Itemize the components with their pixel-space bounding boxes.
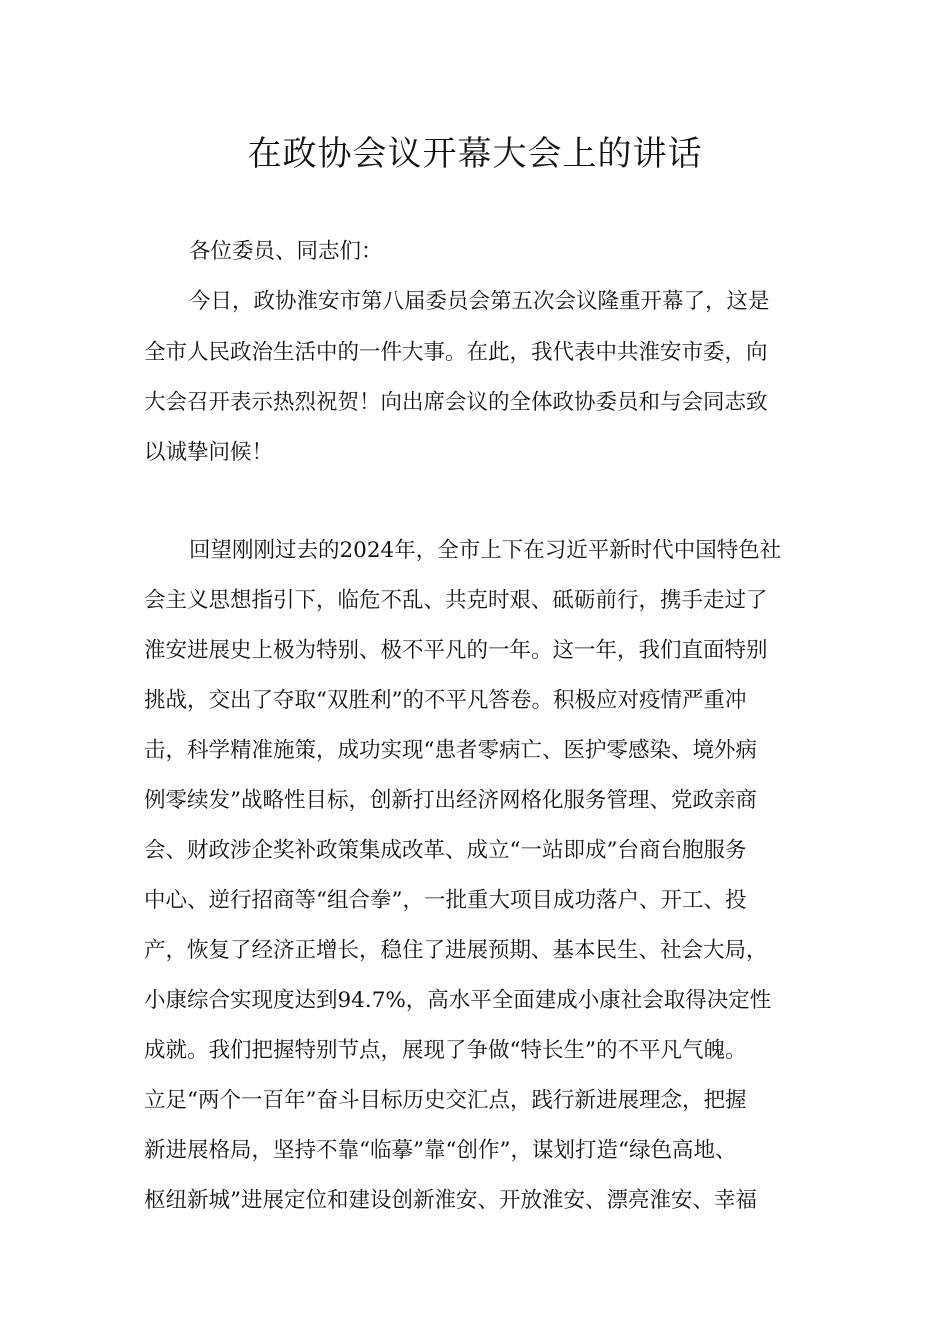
paragraph2-line-5: 击，科学精准施策，成功实现“患者零病亡、医护零感染、境外病	[144, 738, 757, 763]
paragraph2-line-7: 会、财政涉企奖补政策集成改革、成立“一站即成”台商台胞服务	[144, 838, 747, 863]
paragraph2-line-2: 会主义思想指引下，临危不乱、共克时艰、砥砺前行，携手走过了	[144, 588, 768, 613]
paragraph2-line-11: 成就。我们把握特别节点，展现了争做“特长生”的不平凡气魄。	[144, 1038, 747, 1063]
paragraph1-line-3: 大会召开表示热烈祝贺！向出席会议的全体政协委员和与会同志致	[144, 390, 768, 415]
paragraph2-line-13: 新进展格局，坚持不靠“临摹”靠“创作”，谋划打造“绿色高地、	[144, 1138, 737, 1163]
paragraph1-line-4: 以诚挚问候！	[144, 440, 274, 465]
paragraph2-line-6: 例零续发”战略性目标，创新打出经济网格化服务管理、党政亲商	[144, 788, 757, 813]
paragraph1-line-1: 今日，政协淮安市第八届委员会第五次会议隆重开幕了，这是	[189, 289, 770, 314]
paragraph2-line-3: 淮安进展史上极为特别、极不平凡的一年。这一年，我们直面特别	[144, 638, 768, 663]
paragraph2-line-14: 枢纽新城”进展定位和建设创新淮安、开放淮安、漂亮淮安、幸福	[144, 1188, 757, 1213]
paragraph1-line-2: 全市人民政治生活中的一件大事。在此，我代表中共淮安市委，向	[144, 340, 768, 365]
paragraph2-line-1: 回望刚刚过去的2024年，全市上下在习近平新时代中国特色社	[189, 538, 782, 563]
greeting: 各位委员、同志们：	[189, 239, 383, 264]
paragraph2-line-4: 挑战，交出了夺取“双胜利”的不平凡答卷。积极应对疫情严重冲	[144, 688, 747, 713]
paragraph2-line-12: 立足“两个一百年”奋斗目标历史交汇点，践行新进展理念，把握	[144, 1088, 747, 1113]
paragraph2-line-9: 产，恢复了经济正增长，稳住了进展预期、基本民生、社会大局，	[144, 938, 768, 963]
paragraph2-line-10: 小康综合实现度达到94.7%，高水平全面建成小康社会取得决定性	[144, 988, 772, 1013]
document-title: 在政协会议开幕大会上的讲话	[247, 134, 703, 174]
paragraph2-line-8: 中心、逆行招商等“组合拳”，一批重大项目成功落户、开工、投	[144, 888, 747, 913]
